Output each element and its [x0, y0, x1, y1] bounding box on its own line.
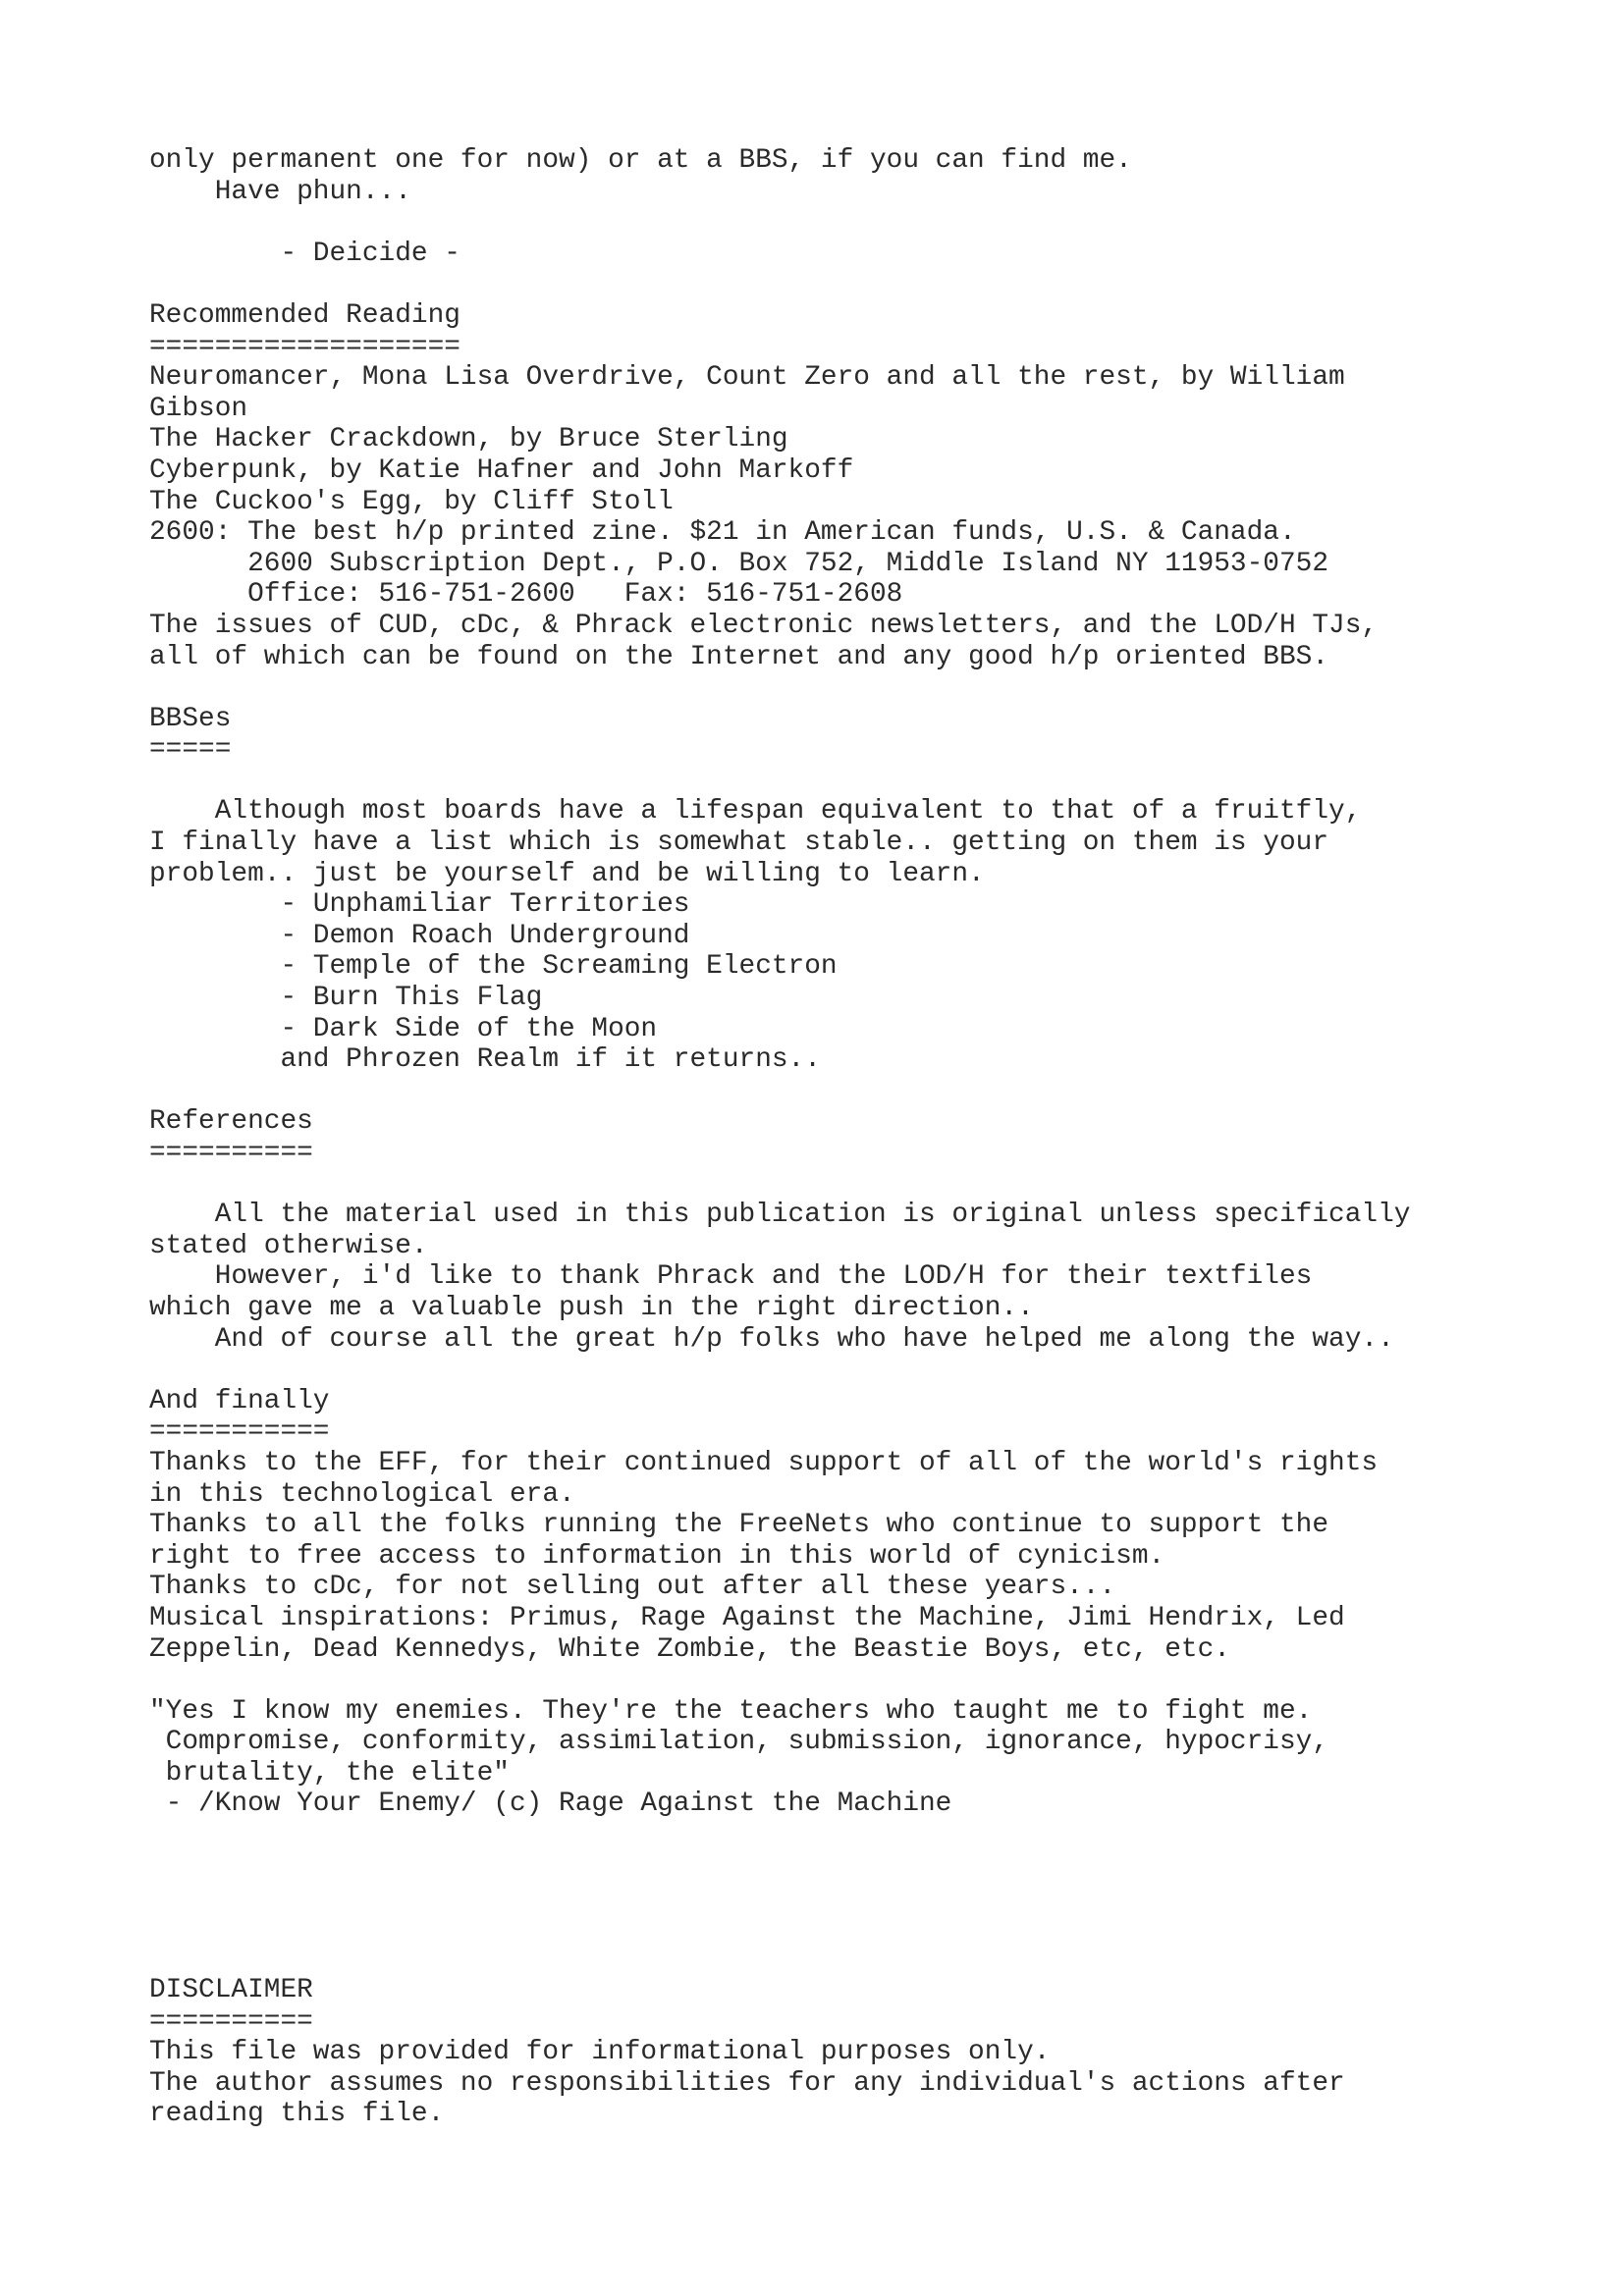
text-line: Zeppelin, Dead Kennedys, White Zombie, the Beastie Boys, etc, etc. [149, 1633, 1230, 1665]
text-line: However, i'd like to thank Phrack and the LOD/H for their textfiles [149, 1261, 1313, 1293]
text-line: BBSes [149, 703, 232, 734]
text-line: The Hacker Crackdown, by Bruce Sterling [149, 424, 788, 455]
text-line: only permanent one for now) or at a BBS, if you can find me. [149, 145, 1132, 176]
text-line: The issues of CUD, cDc, & Phrack electronic newsletters, and the LOD/H TJs, [149, 610, 1379, 641]
text-line: - Unphamiliar Territories [149, 889, 690, 921]
text-line: Cyberpunk, by Katie Hafner and John Markoff [149, 454, 854, 486]
text-line: in this technological era. [149, 1478, 575, 1510]
text-line: Recommended Reading [149, 299, 460, 331]
text-line: - Dark Side of the Moon [149, 1013, 658, 1044]
text-line: and Phrozen Realm if it returns.. [149, 1044, 821, 1076]
text-line: Thanks to cDc, for not selling out after all these years... [149, 1572, 1116, 1603]
text-line: The Cuckoo's Egg, by Cliff Stoll [149, 486, 674, 517]
text-line [149, 1169, 1410, 1201]
text-line: problem.. just be yourself and be willing to learn. [149, 858, 985, 889]
text-line: - Temple of the Screaming Electron [149, 951, 838, 983]
text-line: References [149, 1106, 313, 1138]
text-line: - /Know Your Enemy/ (c) Rage Against the Machine [149, 1789, 952, 1820]
document-text [149, 145, 1410, 2130]
text-line: brutality, the elite" [149, 1757, 510, 1789]
text-line: And finally [149, 1385, 330, 1416]
text-line: 2600 Subscription Dept., P.O. Box 752, Middle Island NY 11953-0752 [149, 548, 1329, 579]
text-line [149, 1851, 1410, 1883]
text-line [149, 1944, 1410, 1975]
text-line: Neuromancer, Mona Lisa Overdrive, Count Zero and all the rest, by William [149, 362, 1345, 394]
text-line: "Yes I know my enemies. They're the teachers who taught me to fight me. [149, 1695, 1313, 1727]
text-line: - Deicide - [149, 238, 460, 269]
text-line [149, 1882, 1410, 1913]
text-line: ========== [149, 1138, 313, 1168]
text-line: reading this file. [149, 2099, 445, 2130]
text-line: And of course all the great h/p folks who have helped me along the way.. [149, 1323, 1394, 1355]
text-line: - Burn This Flag [149, 983, 543, 1014]
text-line: Have phun... [149, 176, 411, 207]
text-line [149, 766, 1410, 797]
text-line: All the material used in this publication is original unless specifically [149, 1200, 1411, 1231]
text-line: Compromise, conformity, assimilation, submission, ignorance, hypocrisy, [149, 1727, 1329, 1758]
text-line [149, 269, 1410, 300]
text-line: 2600: The best h/p printed zine. $21 in American funds, U.S. & Canada. [149, 517, 1296, 549]
text-line: I finally have a list which is somewhat stable.. getting on them is your [149, 828, 1329, 859]
text-line: which gave me a valuable push in the right direction.. [149, 1292, 1034, 1323]
text-line [149, 672, 1410, 704]
text-line: Thanks to the EFF, for their continued support of all of the world's rights [149, 1447, 1379, 1478]
text-line [149, 1355, 1410, 1386]
text-line: This file was provided for informational purposes only. [149, 2037, 1051, 2068]
text-line: Thanks to all the folks running the FreeNets who continue to support the [149, 1510, 1329, 1541]
text-line [149, 1665, 1410, 1696]
text-line [149, 1820, 1410, 1851]
text-line: right to free access to information in this world of cynicism. [149, 1540, 1165, 1572]
text-line: Although most boards have a lifespan equivalent to that of a fruitfly, [149, 796, 1362, 828]
text-line: The author assumes no responsibilities for any individual's actions after [149, 2067, 1345, 2099]
text-line [149, 1913, 1410, 1945]
text-line: =================== [149, 331, 460, 362]
text-line: - Demon Roach Underground [149, 920, 690, 951]
text-line: Musical inspirations: Primus, Rage Against the Machine, Jimi Hendrix, Led [149, 1602, 1345, 1633]
text-line [149, 207, 1410, 239]
text-line: =========== [149, 1416, 330, 1448]
text-line: all of which can be found on the Internet and any good h/p oriented BBS. [149, 641, 1329, 672]
text-line: stated otherwise. [149, 1230, 428, 1261]
text-line: ========== [149, 2005, 313, 2037]
text-line: ===== [149, 734, 232, 766]
text-line: Gibson [149, 393, 248, 424]
text-line: Office: 516-751-2600 Fax: 516-751-2608 [149, 579, 903, 611]
text-line [149, 1076, 1410, 1107]
text-line: DISCLAIMER [149, 1975, 313, 2006]
